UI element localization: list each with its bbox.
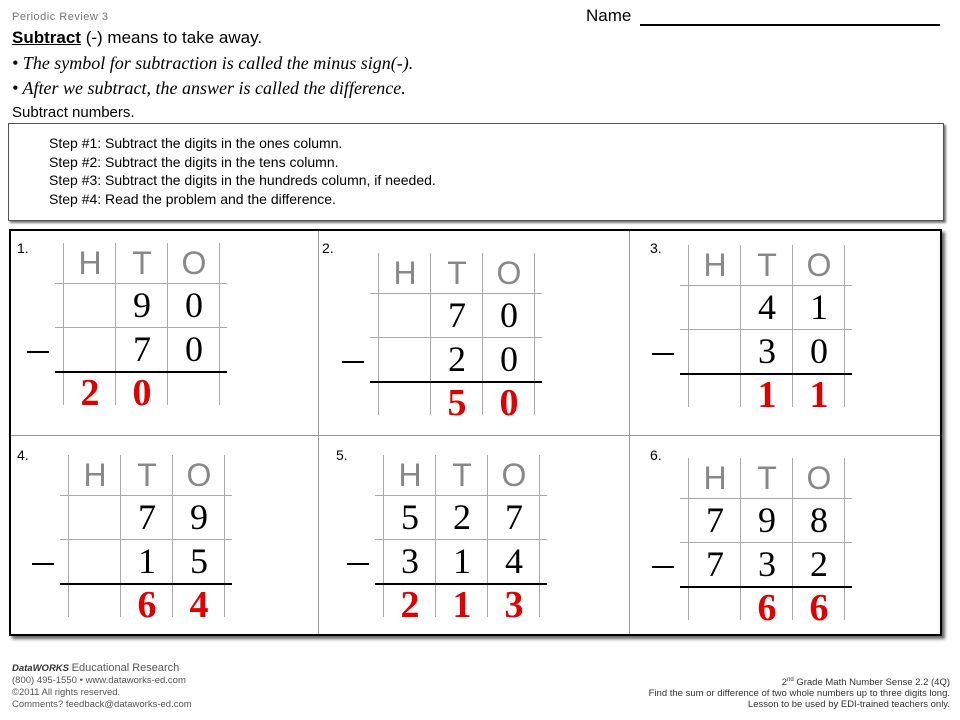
hto-header-o: O (181, 245, 207, 281)
hto-gridline (534, 253, 535, 415)
footer-description: Find the sum or difference of two whole numbers up to three digits long. (648, 688, 950, 700)
subtrahend-digit: 0 (185, 329, 203, 369)
hto-gridline (120, 455, 121, 617)
step-4: Step #4: Read the problem and the difference. (49, 190, 336, 207)
minuend-digit: 9 (190, 497, 208, 537)
minus-sign (652, 566, 674, 568)
minuend-digit: 2 (453, 497, 471, 537)
hto-gridline (680, 285, 852, 286)
name-input-line[interactable] (640, 24, 940, 26)
minus-sign (652, 353, 674, 355)
subtrahend-digit: 4 (505, 541, 523, 581)
hto-header-t: T (132, 245, 152, 281)
footer-copyright: ©2011 All rights reserved. (12, 687, 121, 698)
minuend-digit: 9 (133, 285, 151, 325)
hto-header-o: O (806, 247, 832, 283)
minuend-digit: 7 (448, 295, 466, 335)
hto-gridline (55, 283, 227, 284)
footer-left (12, 662, 192, 711)
answer-digit: 6 (809, 587, 829, 629)
answer-underline (60, 583, 232, 585)
footer-phone: (800) 495-1550 • www.dataworks-ed.com (12, 675, 186, 686)
hto-gridline (375, 539, 547, 540)
intro-line-4: Subtract numbers. (12, 104, 135, 121)
minus-sign (32, 563, 54, 565)
answer-digit: 2 (400, 584, 420, 626)
hto-chart-6 (680, 458, 852, 629)
hto-gridline (680, 542, 852, 543)
problem-5-label: 5. (336, 447, 348, 463)
hto-gridline (383, 455, 384, 617)
subtrahend-digit: 1 (453, 541, 471, 581)
hto-header-h: H (703, 247, 727, 283)
subtrahend-digit: 3 (758, 331, 776, 371)
hto-header-h: H (703, 460, 727, 496)
hto-chart-3 (680, 245, 852, 416)
minuend-digit: 4 (758, 287, 776, 327)
hto-gridline (60, 539, 232, 540)
problem-3-label: 3. (650, 240, 662, 256)
answer-underline (680, 373, 852, 375)
minuend-digit: 8 (810, 500, 828, 540)
answer-underline (370, 381, 542, 383)
problem-4-label: 4. (17, 447, 29, 463)
grid-divider (318, 231, 319, 634)
footer-usage: Lesson to be used by EDI-trained teachers only. (747, 699, 950, 711)
brand-subtitle: Educational Research (71, 662, 180, 674)
minuend-digit: 5 (401, 497, 419, 537)
answer-underline (680, 586, 852, 588)
footer-comments: Comments? feedback@dataworks-ed.com (12, 699, 192, 710)
hto-header-t: T (137, 457, 157, 493)
answer-underline (375, 583, 547, 585)
hto-gridline (63, 243, 64, 405)
subtract-word: Subtract (12, 28, 81, 47)
subtrahend-digit: 0 (810, 331, 828, 371)
step-2: Step #2: Subtract the digits in the tens column. (49, 153, 339, 170)
answer-digit: 3 (504, 584, 524, 626)
hto-gridline (167, 243, 168, 405)
intro-line-3: • After we subtract, the answer is called the difference. (12, 78, 406, 98)
problem-1-label: 1. (17, 240, 29, 256)
hto-gridline (688, 458, 689, 620)
hto-header-h: H (393, 255, 417, 291)
subtrahend-digit: 7 (706, 544, 724, 584)
hto-chart-1 (55, 243, 227, 414)
grade-number: 2 (781, 677, 788, 689)
hto-gridline (680, 498, 852, 499)
grade-title: Grade Math Number Sense 2.2 (4Q) (796, 677, 950, 689)
answer-digit: 4 (189, 584, 209, 626)
hto-header-h: H (78, 245, 102, 281)
minuend-digit: 7 (505, 497, 523, 537)
answer-digit: 2 (80, 372, 100, 414)
intro-line-1 (12, 28, 262, 48)
grade-suffix: nd (787, 677, 794, 683)
grid-divider (11, 435, 940, 436)
hto-header-t: T (452, 457, 472, 493)
hto-header-h: H (398, 457, 422, 493)
minuend-digit: 1 (810, 287, 828, 327)
hto-gridline (172, 455, 173, 617)
intro-line-2: • The symbol for subtraction is called the minus sign(-). (12, 53, 414, 73)
minuend-digit: 0 (500, 295, 518, 335)
answer-digit: 6 (137, 584, 157, 626)
hto-gridline (740, 458, 741, 620)
hto-gridline (375, 495, 547, 496)
hto-gridline (115, 243, 116, 405)
footer-right (649, 675, 950, 710)
grid-divider (629, 231, 630, 634)
hto-header-o: O (501, 457, 527, 493)
hto-gridline (688, 245, 689, 407)
hto-header-o: O (186, 457, 212, 493)
answer-digit: 0 (132, 372, 152, 414)
subtrahend-digit: 2 (810, 544, 828, 584)
hto-gridline (219, 243, 220, 405)
subtrahend-digit: 5 (190, 541, 208, 581)
hto-chart-2 (370, 253, 542, 424)
steps-box (8, 123, 944, 221)
hto-gridline (740, 245, 741, 407)
answer-digit: 0 (499, 382, 519, 424)
hto-gridline (430, 253, 431, 415)
hto-gridline (435, 455, 436, 617)
subtrahend-digit: 1 (138, 541, 156, 581)
hto-header-t: T (757, 460, 777, 496)
minus-sign (347, 563, 369, 565)
answer-digit: 1 (757, 374, 777, 416)
hto-header-o: O (496, 255, 522, 291)
hto-header-t: T (757, 247, 777, 283)
minus-sign (27, 351, 49, 353)
hto-gridline (55, 327, 227, 328)
problem-6-label: 6. (650, 447, 662, 463)
hto-gridline (224, 455, 225, 617)
subtrahend-digit: 7 (133, 329, 151, 369)
hto-gridline (482, 253, 483, 415)
hto-gridline (60, 495, 232, 496)
hto-gridline (792, 458, 793, 620)
hto-gridline (370, 293, 542, 294)
subtrahend-digit: 2 (448, 339, 466, 379)
hto-chart-4 (60, 455, 232, 626)
minuend-digit: 7 (138, 497, 156, 537)
name-label: Name (586, 6, 632, 25)
step-3: Step #3: Subtract the digits in the hundreds column, if needed. (49, 172, 436, 188)
hto-gridline (680, 329, 852, 330)
brand-logo: DataWORKS (12, 663, 70, 674)
answer-digit: 1 (809, 374, 829, 416)
hto-header-t: T (447, 255, 467, 291)
hto-gridline (68, 455, 69, 617)
answer-underline (55, 371, 227, 373)
problem-2-label: 2. (322, 240, 334, 256)
minus-sign (342, 361, 364, 363)
hto-header-o: O (806, 460, 832, 496)
minuend-digit: 9 (758, 500, 776, 540)
hto-gridline (370, 337, 542, 338)
subtrahend-digit: 3 (758, 544, 776, 584)
subtrahend-digit: 3 (401, 541, 419, 581)
minuend-digit: 7 (706, 500, 724, 540)
hto-gridline (487, 455, 488, 617)
hto-gridline (539, 455, 540, 617)
intro-line-1-rest: (-) means to take away. (85, 28, 263, 47)
answer-digit: 1 (452, 584, 472, 626)
hto-gridline (378, 253, 379, 415)
hto-gridline (792, 245, 793, 407)
hto-chart-5 (375, 455, 547, 626)
step-1: Step #1: Subtract the digits in the ones column. (49, 135, 343, 151)
hto-gridline (844, 458, 845, 620)
hto-header-h: H (83, 457, 107, 493)
periodic-review-label: Periodic Review 3 (12, 11, 109, 23)
minuend-digit: 0 (185, 285, 203, 325)
answer-digit: 5 (447, 382, 467, 424)
subtrahend-digit: 0 (500, 339, 518, 379)
answer-digit: 6 (757, 587, 777, 629)
hto-gridline (844, 245, 845, 407)
